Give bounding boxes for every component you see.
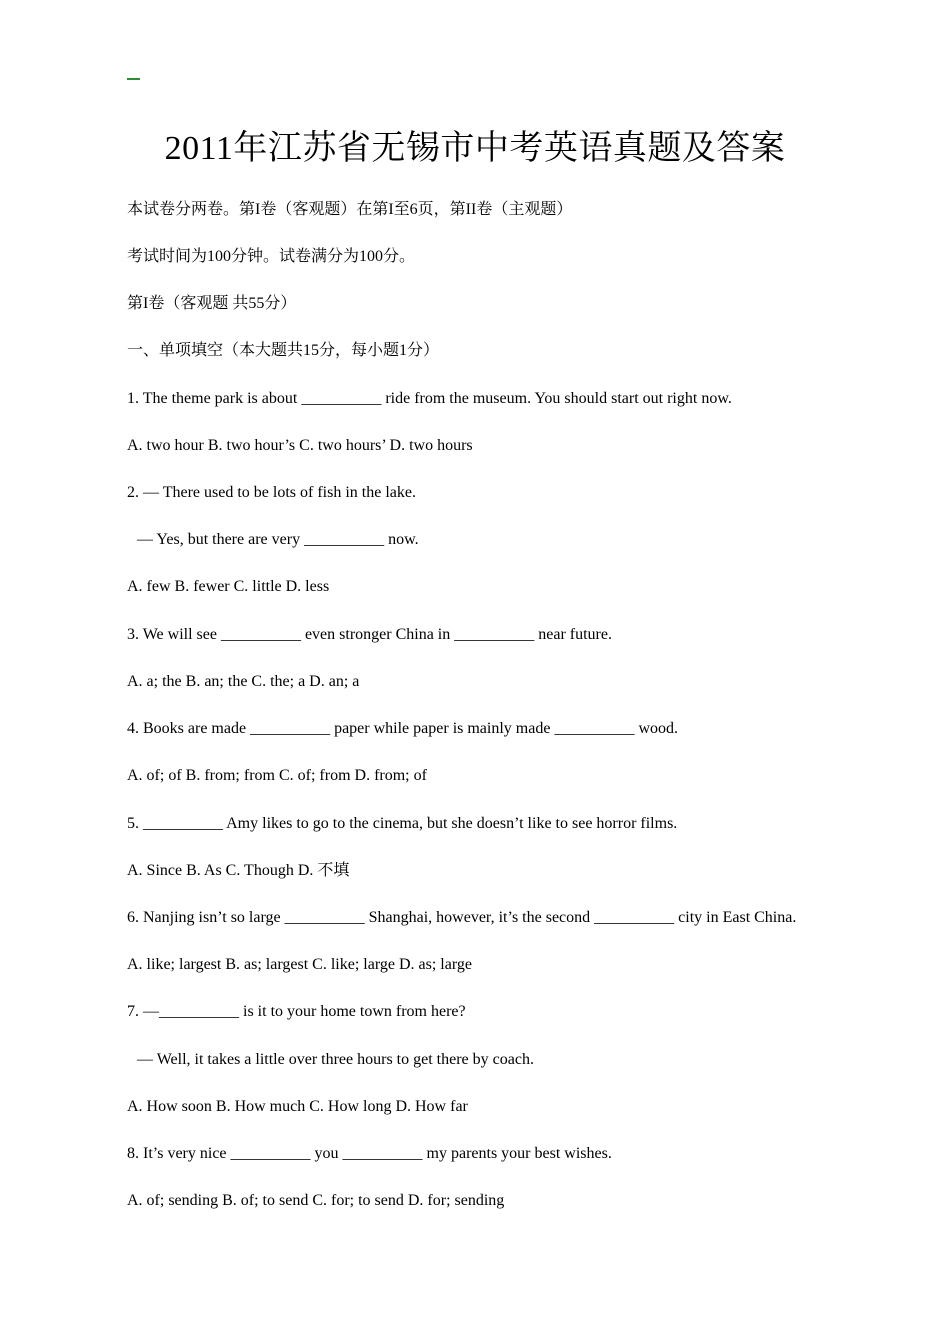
options-4: A. of; of B. from; from C. of; from D. from; of [127,767,427,784]
question-2: 2. — There used to be lots of fish in the lake. [127,484,416,501]
corner-mark [127,78,140,80]
options-6: A. like; largest B. as; largest C. like; large D. as; large [127,956,472,973]
question-7: 7. —__________ is it to your home town from here? [127,1003,466,1020]
options-5: A. Since B. As C. Though D. 不填 [127,862,350,879]
options-7: A. How soon B. How much C. How long D. How far [127,1098,468,1115]
section-heading-volume-1: 第I卷（客观题 共55分） [127,295,297,312]
intro-line-time: 考试时间为100分钟。试卷满分为100分。 [127,248,416,265]
options-8: A. of; sending B. of; to send C. for; to send D. for; sending [127,1192,505,1209]
section-heading-single-choice: 一、单项填空（本大题共15分，每小题1分） [127,342,440,359]
question-8: 8. It’s very nice __________ you __________ my parents your best wishes. [127,1145,612,1162]
question-1: 1. The theme park is about __________ ride from the museum. You should start out right now. [127,390,732,407]
question-5: 5. __________ Amy likes to go to the cinema, but she doesn’t like to see horror films. [127,815,678,832]
question-3: 3. We will see __________ even stronger China in __________ near future. [127,626,612,643]
options-1: A. two hour B. two hour’s C. two hours’ D. two hours [127,437,473,454]
intro-line-volumes: 本试卷分两卷。第I卷（客观题）在第I至6页，第II卷（主观题） [127,201,573,218]
options-2: A. few B. fewer C. little D. less [127,578,330,595]
options-3: A. a; the B. an; the C. the; a D. an; a [127,673,360,690]
question-4: 4. Books are made __________ paper while paper is mainly made __________ wood. [127,720,678,737]
question-6: 6. Nanjing isn’t so large __________ Shanghai, however, it’s the second __________ city in East China. [127,909,797,926]
document-title: 2011年江苏省无锡市中考英语真题及答案 [164,130,786,167]
question-2-reply: — Yes, but there are very __________ now. [137,531,419,548]
question-7-reply: — Well, it takes a little over three hours to get there by coach. [137,1051,534,1068]
